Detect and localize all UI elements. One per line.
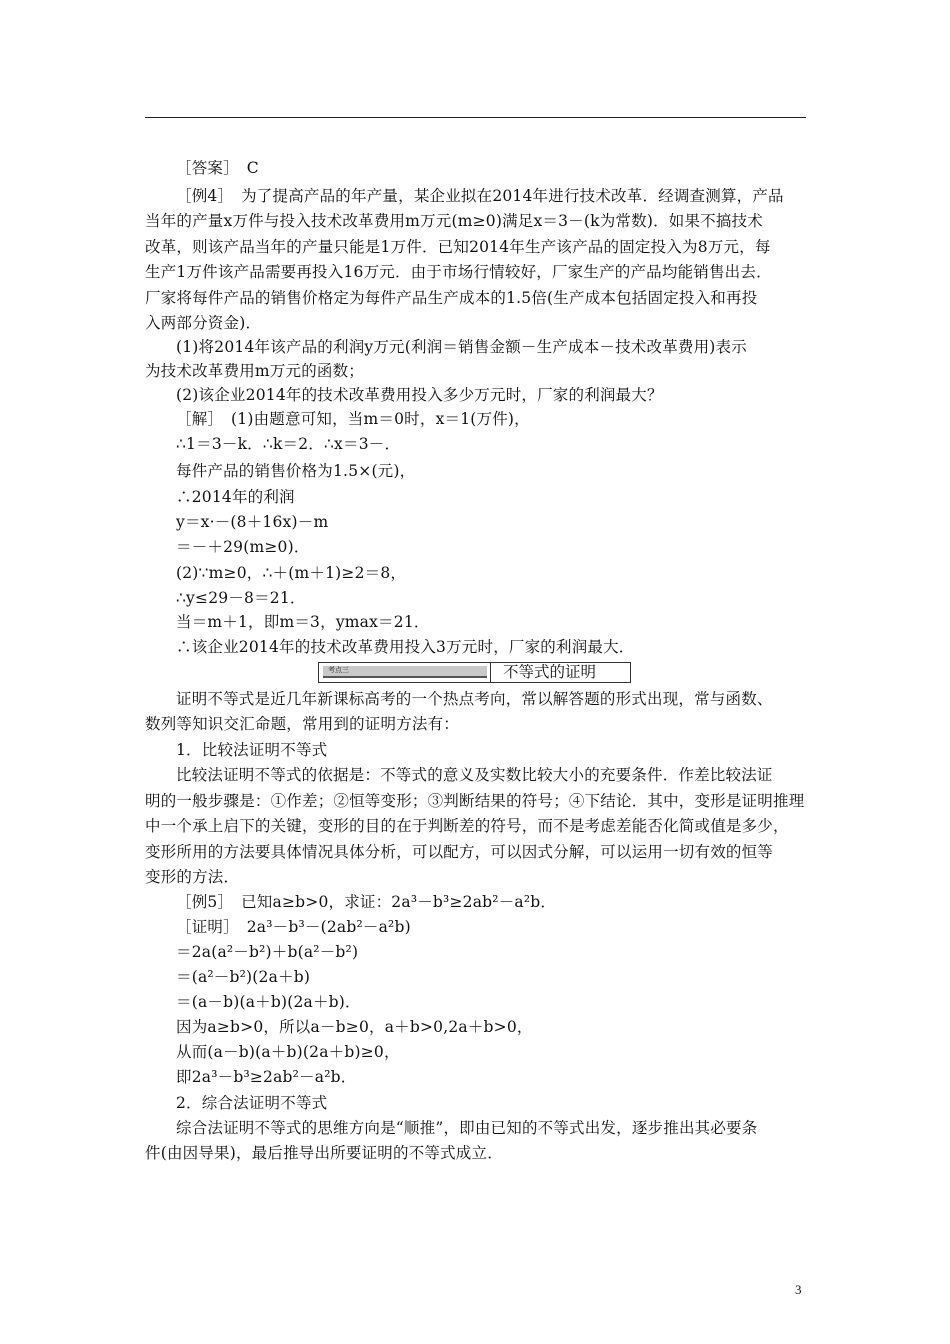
solution-line-9: 当＝m＋1，即m＝3，ymax＝21． — [176, 613, 430, 631]
solution-line-5: y＝x·－(8＋16x)－m — [176, 513, 329, 531]
section-title-box — [490, 662, 631, 683]
example4-line-3: 改革，则该产品当年的产量只能是1万件．已知2014年生产该产品的固定投入为8万元，每 — [145, 238, 771, 256]
question-2: (2)该企业2014年的技术改革费用投入多少万元时，厂家的利润最大？ — [176, 386, 663, 404]
example4-line-5: 厂家将每件产品的销售价格定为每件产品生产成本的1.5倍(生产成本包括固定投入和再投 — [145, 289, 758, 307]
example4-line-4: 生产1万件该产品需要再投入16万元．由于市场行情较好，厂家生产的产品均能销售出去． — [145, 263, 772, 281]
proof-line-3: ＝(a²－b²)(2a＋b) — [176, 968, 311, 986]
comparison-line-2: 明的一般步骤是：①作差；②恒等变形；③判断结果的符号；④下结论．其中，变形是证明推理 — [145, 792, 805, 810]
synthetic-line-1: 综合法证明不等式的思维方向是“顺推”，即由已知的不等式出发，逐步推出其必要条 — [176, 1119, 758, 1137]
solution-line-8: ∴y≤29－8＝21． — [176, 589, 306, 607]
comparison-line-5: 变形的方法． — [145, 868, 240, 886]
proof-line-7: 即2a³－b³≥2ab²－a²b． — [176, 1068, 357, 1086]
section-tag-label: 考点三 — [328, 666, 349, 674]
intro-line-2: 数列等知识交汇命题，常用到的证明方法有： — [145, 715, 460, 733]
comparison-line-3: 中一个承上启下的关键，变形的目的在于判断差的符号，而不是考虑差能否化简或值是多少， — [145, 817, 789, 835]
proof-line-1: ［证明］ 2a³－b³－(2ab²－a²b) — [176, 918, 411, 936]
example4-line-2: 当年的产量x万件与投入技术改革费用m万元(m≥0)满足x＝3－(k为常数)．如果不搞技术 — [145, 212, 763, 230]
intro-line-1: 证明不等式是近几年新课标高考的一个热点考向，常以解答题的形式出现，常与函数、 — [176, 690, 773, 708]
proof-line-2: ＝2a(a²－b²)＋b(a²－b²) — [176, 943, 359, 961]
section-tag-bar — [323, 666, 487, 678]
comparison-line-4: 变形所用的方法要具体情况具体分析，可以配方，可以因式分解，可以运用一切有效的恒等 — [145, 843, 774, 861]
heading-synthetic-method: 2．综合法证明不等式 — [176, 1094, 328, 1112]
section-title: 不等式的证明 — [503, 663, 597, 681]
synthetic-line-2: 件(由因导果)，最后推导出所要证明的不等式成立． — [145, 1144, 503, 1162]
question-1-line-1: (1)将2014年该产品的利润y万元(利润＝销售金额－生产成本－技术改革费用)表示 — [176, 338, 747, 356]
proof-line-4: ＝(a－b)(a＋b)(2a＋b)． — [176, 993, 361, 1011]
heading-comparison-method: 1．比较法证明不等式 — [176, 741, 328, 759]
section-tag — [318, 662, 491, 683]
example4-line-1: ［例4］ 为了提高产品的年产量，某企业拟在2014年进行技术改革．经调查测算，产品 — [176, 187, 784, 205]
example5-line: ［例5］ 已知a≥b>0，求证：2a³－b³≥2ab²－a²b． — [176, 893, 557, 911]
header-rule — [145, 117, 806, 118]
solution-line-6: ＝－＋29(m≥0)． — [176, 538, 310, 556]
solution-line-7: (2)∵m≥0，∴＋(m＋1)≥2＝8， — [176, 564, 407, 582]
answer-line: ［答案］ C — [176, 159, 259, 177]
solution-line-1: ［解］ (1)由题意可知，当m＝0时，x＝1(万件)， — [176, 410, 530, 428]
comparison-line-1: 比较法证明不等式的依据是：不等式的意义及实数比较大小的充要条件．作差比较法证 — [176, 766, 773, 784]
page-number: 3 — [795, 1282, 802, 1297]
solution-line-3: 每件产品的销售价格为1.5×(元)， — [176, 462, 416, 480]
solution-line-2: ∴1＝3－k．∴k＝2．∴x＝3－． — [176, 435, 401, 453]
solution-line-10: ∴该企业2014年的技术改革费用投入3万元时，厂家的利润最大． — [176, 638, 635, 656]
proof-line-6: 从而(a－b)(a＋b)(2a＋b)≥0， — [176, 1043, 400, 1061]
solution-line-4: ∴2014年的利润 — [176, 488, 295, 506]
example4-line-6: 入两部分资金)． — [145, 314, 262, 332]
proof-line-5: 因为a≥b>0，所以a－b≥0，a＋b>0,2a＋b>0， — [176, 1018, 533, 1036]
question-1-line-2: 为技术改革费用m万元的函数； — [145, 362, 364, 380]
